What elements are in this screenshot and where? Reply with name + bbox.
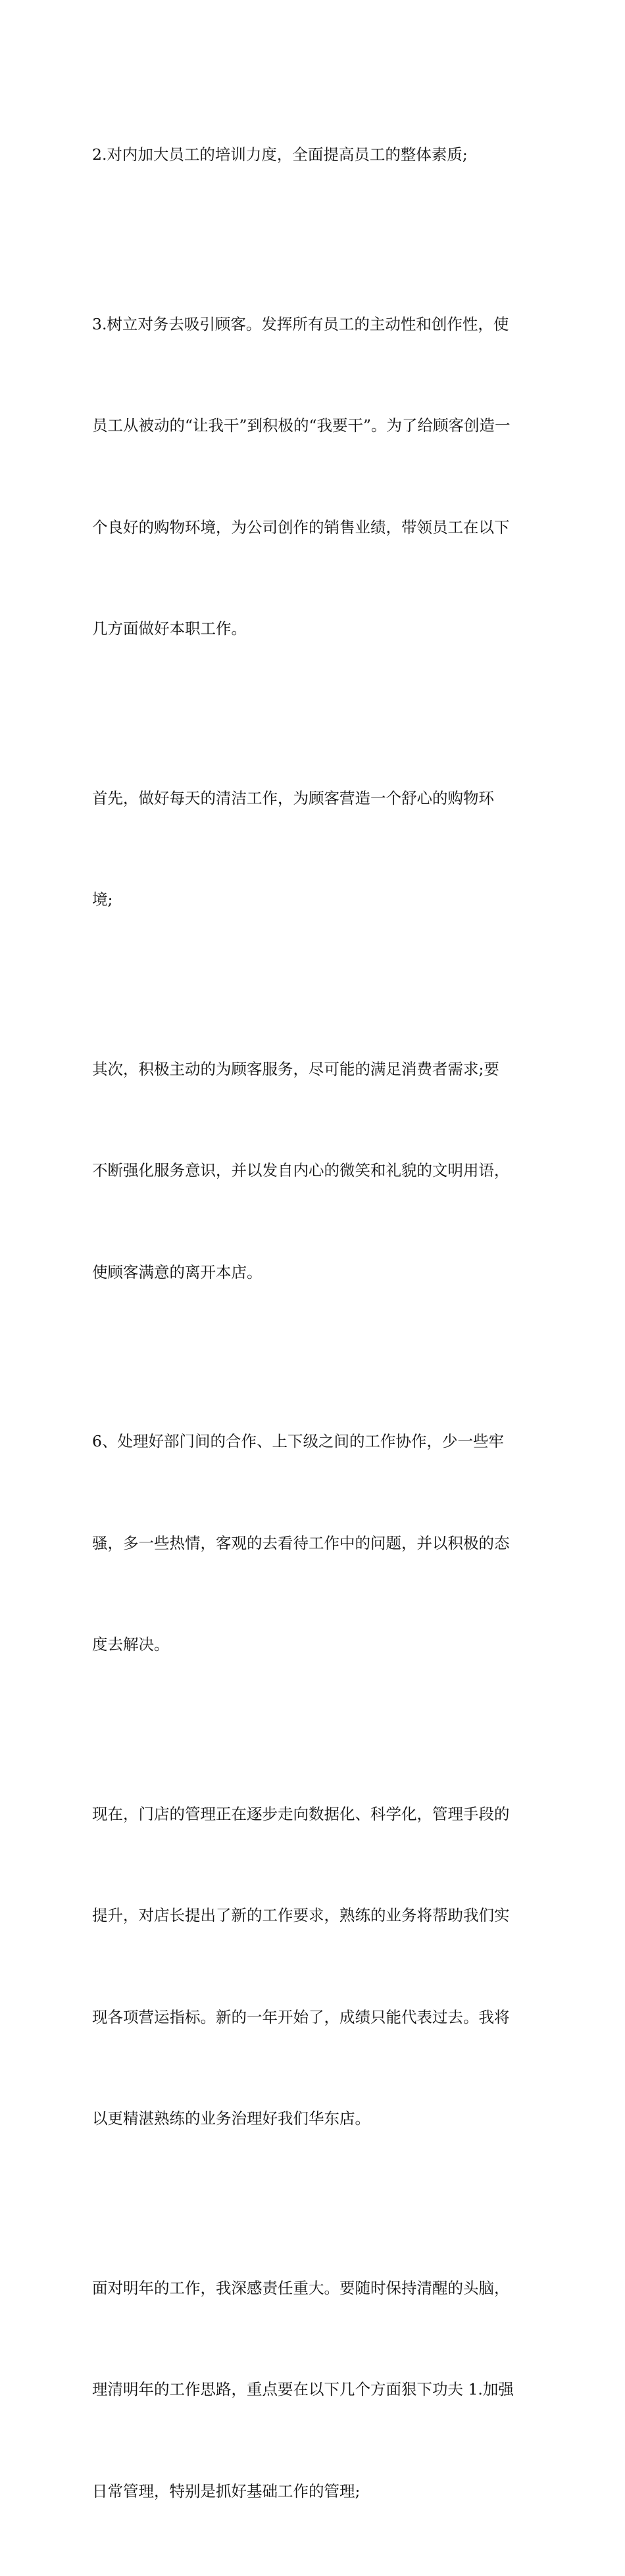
paragraph-management-now — [92, 1730, 536, 2204]
text-line: 度去解决。 — [92, 1628, 536, 1662]
paragraph-training — [92, 70, 536, 240]
document-page — [0, 0, 625, 808]
paragraph-attract-customers — [92, 240, 536, 714]
document-body — [92, 70, 536, 2576]
text-line: 提升，对店长提出了新的工作要求，熟练的业务将帮助我们实 — [92, 1899, 536, 1933]
text-line: 以更精湛熟练的业务治理好我们华东店。 — [92, 2102, 536, 2136]
text-line: 面对明年的工作，我深感责任重大。要随时保持清醒的头脑， — [92, 2272, 536, 2306]
paragraph-second-service — [92, 985, 536, 1358]
text-line: 境; — [92, 883, 536, 917]
text-line: 骚，多一些热情，客观的去看待工作中的问题，并以积极的态 — [92, 1527, 536, 1561]
text-line: 员工从被动的“让我干”到积极的“我要干”。为了给顾客创造一 — [92, 409, 536, 443]
paragraph-first-cleaning — [92, 714, 536, 985]
text-line: 使顾客满意的离开本店。 — [92, 1256, 536, 1290]
text-line: 几方面做好本职工作。 — [92, 612, 536, 646]
text-line: 2.对内加大员工的培训力度，全面提高员工的整体素质; — [92, 138, 536, 172]
text-line: 个良好的购物环境，为公司创作的销售业绩，带领员工在以下 — [92, 511, 536, 545]
text-line: 3.树立对务去吸引顾客。发挥所有员工的主动性和创作性，使 — [92, 308, 536, 342]
text-line: 6、处理好部门间的合作、上下级之间的工作协作，少一些牢 — [92, 1425, 536, 1459]
text-line: 其次，积极主动的为顾客服务，尽可能的满足消费者需求;要 — [92, 1053, 536, 1087]
text-line: 不断强化服务意识，并以发自内心的微笑和礼貌的文明用语， — [92, 1154, 536, 1188]
paragraph-cooperation — [92, 1357, 536, 1730]
text-line: 现在，门店的管理正在逐步走向数据化、科学化，管理手段的 — [92, 1798, 536, 1832]
text-line: 现各项营运指标。新的一年开始了，成绩只能代表过去。我将 — [92, 2001, 536, 2035]
text-line: 理清明年的工作思路，重点要在以下几个方面狠下功夫 1.加强 — [92, 2373, 536, 2407]
paragraph-next-year — [92, 2204, 536, 2576]
text-line: 首先，做好每天的清洁工作，为顾客营造一个舒心的购物环 — [92, 782, 536, 816]
text-line: 日常管理，特别是抓好基础工作的管理; — [92, 2475, 536, 2509]
